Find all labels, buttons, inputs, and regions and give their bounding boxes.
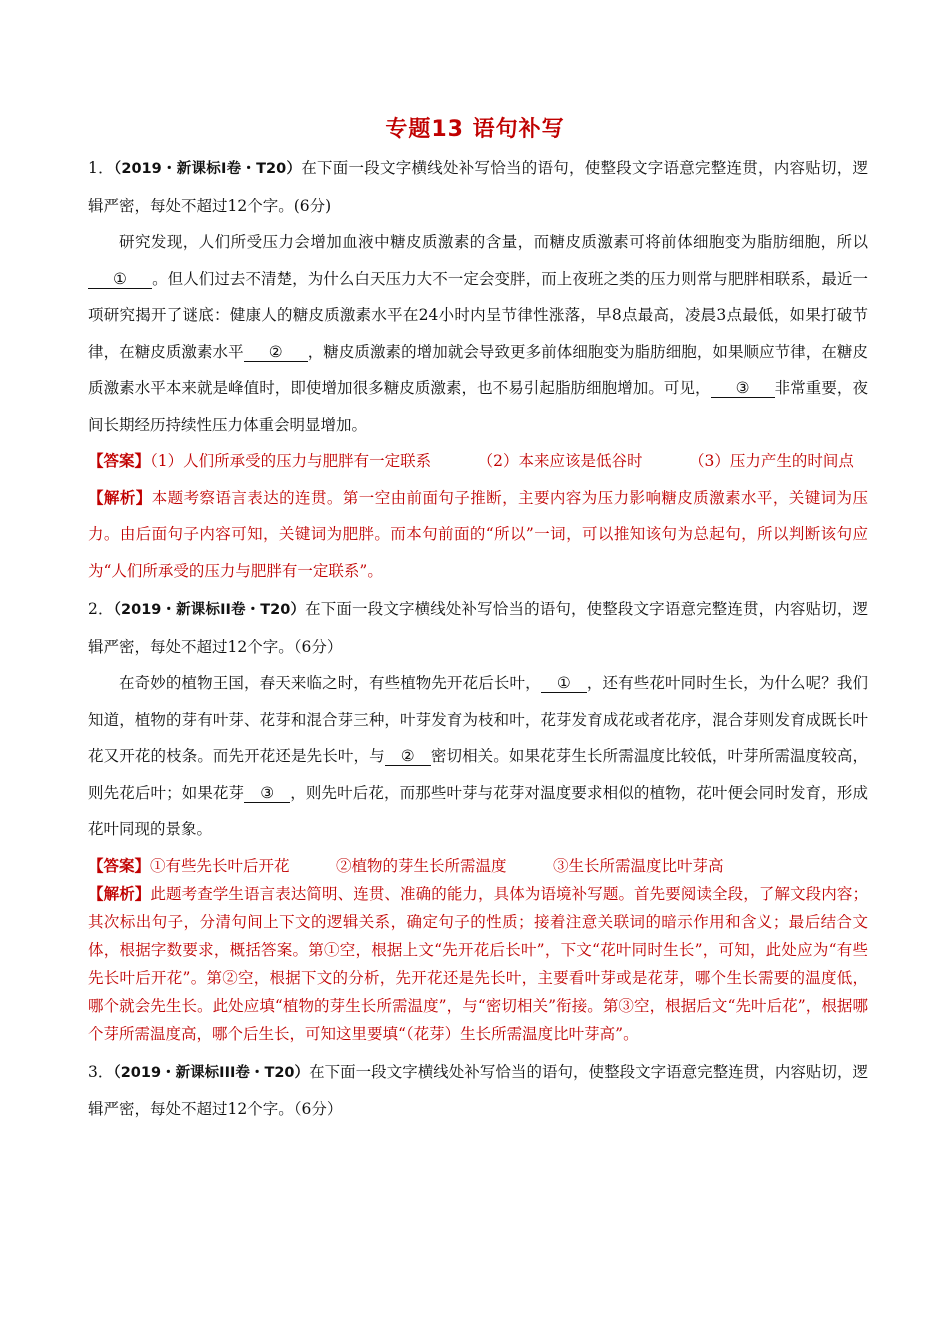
passage-text: 。但人们过去不清楚，为什么白天压力大不一定会变胖，而上夜班之类的压力则常与肥胖相联系，最近一项研究揭开了谜底：健康人的糖皮质激素水平在24小时内呈节律性涨落，早8点最高，凌晨3点最低，如果打破节律，在糖皮质激素水平: [88, 269, 868, 361]
question-text: 在下面一段文字横线处补写恰当的语句，使整段文字语意完整连贯，内容贴切，逻辑严密，每处不超过12个字。(6分): [88, 159, 868, 215]
question-1-answer: [88, 443, 868, 480]
question-number: 1．: [88, 159, 114, 177]
answer-item: ①有些先长叶后开花: [150, 856, 290, 875]
answer-item: ②植物的芽生长所需温度: [336, 856, 507, 875]
passage-text: 非常重要，夜间长期经历持续性压力体重会明显增加。: [88, 379, 868, 434]
analysis-text: 本题考察语言表达的连贯。第一空由前面句子推断，主要内容为压力影响糖皮质激素水平，关键词为压力。由后面句子内容可知，关键词为肥胖。而本句前面的“所以”一词，可以推知该句为总起句，所以判断该句应为“人们所承受的压力与肥胖有一定联系”。: [88, 488, 868, 580]
analysis-tag: 【解析】: [88, 883, 151, 903]
blank-1: ①: [541, 674, 587, 693]
question-3-prompt: [88, 1054, 868, 1128]
blank-1: ①: [88, 270, 152, 289]
answer-item: ③生长所需温度比叶芽高: [553, 856, 724, 875]
question-2-answer: [88, 852, 868, 880]
question-1-prompt: [88, 150, 868, 224]
blank-3: ③: [711, 379, 775, 398]
question-text: 在下面一段文字横线处补写恰当的语句，使整段文字语意完整连贯，内容贴切，逻辑严密，每处不超过12个字。（6分）: [88, 600, 868, 656]
question-source: （2019・新课标III卷・T20）: [113, 1064, 310, 1081]
passage-text: 在奇妙的植物王国，春天来临之时，有些植物先开花后长叶，: [119, 674, 541, 692]
passage-text: ，糖皮质激素的增加就会导致更多前体细胞变为脂肪细胞，如果顺应节律，在糖皮质激素水平本来就是峰值时，即使增加很多糖皮质激素，也不易引起脂肪细胞增加。可见，: [88, 342, 868, 397]
analysis-text: 此题考查学生语言表达简明、连贯、准确的能力，具体为语境补写题。首先要阅读全段，了解文段内容；其次标出句子，分清句间上下文的逻辑关系，确定句子的性质；接着注意关联词的暗示作用和含义；最后结合文体，根据字数要求，概括答案。第①空，根据上文“先开花后长叶”，下文“花叶同时生长”，可知，此处应为“有些先长叶后开花”。第②空，根据下文的分析，先开花还是先长叶，主要看叶芽或是花芽，哪个生长需要的温度低，哪个就会先生长。此处应填“植物的芽生长所需温度”，与“密切相关”衔接。第③空，根据后文“先叶后花”，根据哪个芽所需温度高，哪个后生长，可知这里要填“（花芽）生长所需温度比叶芽高”。: [88, 884, 868, 1043]
answer-tag: 【答案】: [88, 855, 151, 875]
answer-item: （2）本来应该是低谷时: [477, 452, 643, 470]
passage-text: 密切相关。如果花芽生长所需温度比较低，叶芽所需温度较高，则先花后叶；如果花芽: [88, 747, 868, 802]
answer-item: （1）人们所承受的压力与肥胖有一定联系: [150, 452, 432, 470]
blank-2: ②: [244, 343, 308, 362]
question-2-prompt: [88, 591, 868, 665]
answer-item: （3）压力产生的时间点: [689, 452, 854, 470]
question-text: 在下面一段文字横线处补写恰当的语句，使整段文字语意完整连贯，内容贴切，逻辑严密，每处不超过12个字。（6分）: [88, 1062, 868, 1118]
passage-text: ，则先叶后花，而那些叶芽与花芽对温度要求相似的植物，花叶便会同时发育，形成花叶同现的景象。: [88, 783, 868, 838]
answer-tag: 【答案】: [88, 451, 151, 470]
page-title: 专题13 语句补写: [385, 117, 565, 142]
question-1-passage: [88, 224, 868, 443]
question-source: （2019・新课标II卷・T20）: [113, 602, 306, 618]
question-number: 2．: [88, 600, 114, 618]
question-source: （2019・新课标Ⅰ卷・T20）: [113, 161, 302, 177]
question-2-passage: [88, 665, 868, 848]
question-number: 3．: [88, 1062, 114, 1081]
document-body: [88, 148, 868, 1128]
passage-text: 研究发现，人们所受压力会增加血液中糖皮质激素的含量，而糖皮质激素可将前体细胞变为脂肪细胞，所以: [119, 233, 868, 251]
blank-2: ②: [385, 747, 431, 766]
blank-3: ③: [244, 784, 290, 803]
analysis-tag: 【解析】: [88, 487, 152, 507]
question-1-analysis: [88, 480, 868, 590]
passage-text: ，还有些花叶同时生长，为什么呢？我们知道，植物的芽有叶芽、花芽和混合芽三种，叶芽发育为枝和叶，花芽发育成花或者花序，混合芽则发育成既长叶花又开花的枝条。而先开花还是先长叶，与: [88, 674, 868, 765]
question-2-analysis: [88, 880, 868, 1048]
